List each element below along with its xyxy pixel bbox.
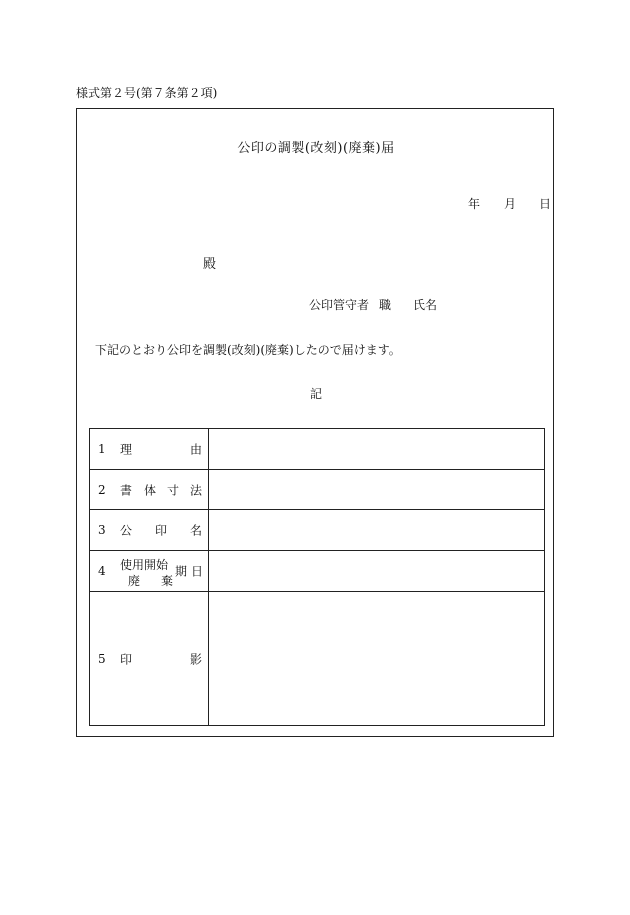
label-line1: 使用開始 xyxy=(120,558,169,572)
label-char: 寸 xyxy=(167,483,180,497)
label-char: 期 xyxy=(175,564,188,579)
label-char: 法 xyxy=(190,483,203,497)
row-value-size[interactable] xyxy=(209,470,545,510)
row-number: 4 xyxy=(98,564,106,578)
row-label-imprint xyxy=(90,592,209,726)
row-number: 5 xyxy=(98,651,106,666)
label-char: 書 xyxy=(120,483,133,497)
label-char: 体 xyxy=(144,483,157,497)
sender-name: 氏名 xyxy=(413,298,438,312)
detail-table xyxy=(89,428,545,726)
row-value-imprint[interactable] xyxy=(209,592,545,726)
date-year: 年 xyxy=(468,197,481,211)
row-label-date xyxy=(90,551,209,592)
label-char: 棄 xyxy=(161,574,174,588)
row-number: 1 xyxy=(98,442,106,456)
label-char: 影 xyxy=(190,652,203,666)
label-char: 廃 xyxy=(128,574,141,588)
sender-position: 職 xyxy=(379,298,392,312)
row-value-reason[interactable] xyxy=(209,429,545,470)
label-char: 印 xyxy=(155,523,168,538)
table-row xyxy=(90,429,545,470)
form-label: 様式第２号(第７条第２項) xyxy=(76,86,218,100)
row-label-reason xyxy=(90,429,209,470)
form-title: 公印の調製(改刻)(廃棄)届 xyxy=(237,141,395,156)
row-number: 3 xyxy=(98,523,106,537)
row-label-size xyxy=(90,470,209,510)
table-row xyxy=(90,592,545,726)
date-day: 日 xyxy=(539,197,552,211)
label-char: 印 xyxy=(120,652,133,666)
row-label-seal-name xyxy=(90,510,209,551)
form-frame xyxy=(76,108,554,737)
label-char: 理 xyxy=(120,442,133,457)
label-char: 由 xyxy=(190,442,203,457)
ki-heading: 記 xyxy=(309,387,322,401)
row-number: 2 xyxy=(98,482,106,497)
label-char: 公 xyxy=(120,523,133,538)
label-char: 日 xyxy=(191,564,204,579)
sender-role: 公印管守者 xyxy=(309,298,370,312)
row-value-seal-name[interactable] xyxy=(209,510,545,551)
table-row xyxy=(90,551,545,592)
row-value-date[interactable] xyxy=(209,551,545,592)
label-char: 名 xyxy=(190,523,203,538)
addressee-suffix: 殿 xyxy=(203,257,217,272)
table-row xyxy=(90,510,545,551)
table-row xyxy=(90,470,545,510)
notice-text: 下記のとおり公印を調製(改刻)(廃棄)したので届けます。 xyxy=(95,343,401,357)
date-month: 月 xyxy=(504,197,517,211)
